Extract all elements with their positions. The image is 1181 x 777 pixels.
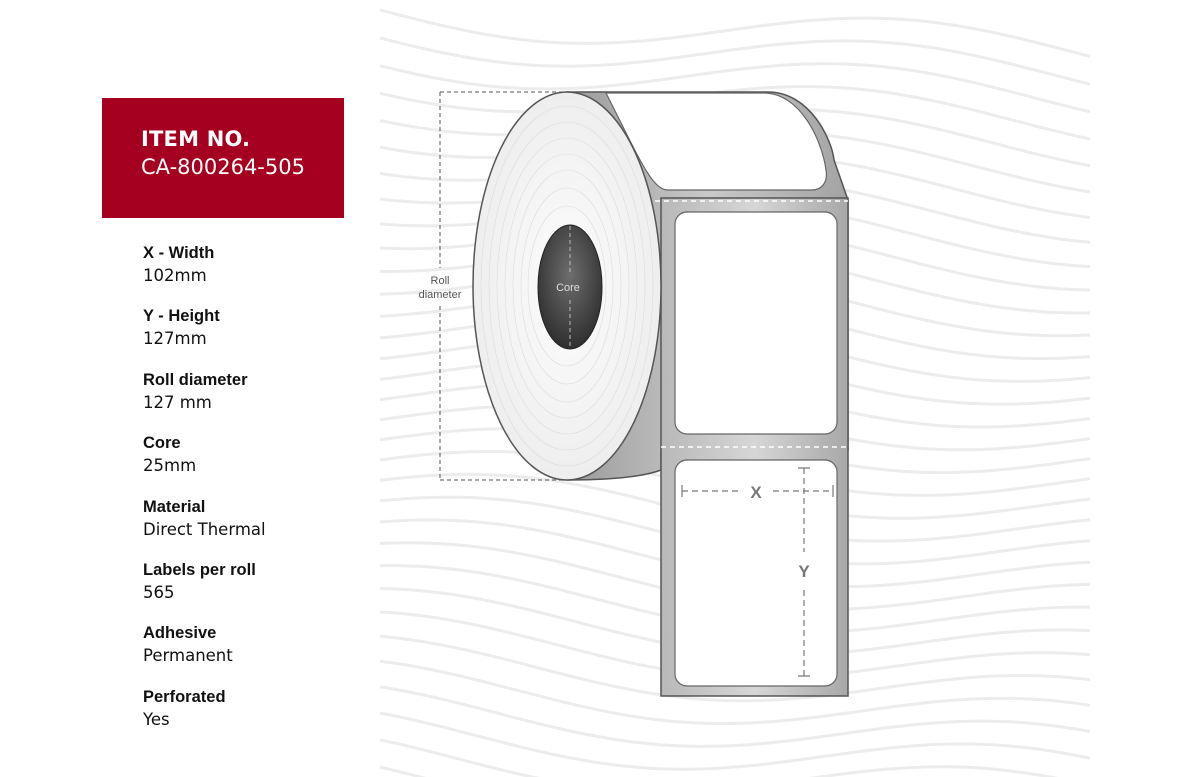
middle-label bbox=[675, 212, 837, 434]
core-label: Core bbox=[556, 282, 580, 294]
spec-value: 565 bbox=[143, 582, 175, 602]
spec-value: Yes bbox=[143, 709, 170, 729]
spec-label: X - Width bbox=[143, 244, 215, 262]
spec-label: Adhesive bbox=[143, 624, 217, 643]
spec-label: Material bbox=[143, 497, 206, 516]
spec-label: Core bbox=[143, 434, 181, 453]
y-label: Y bbox=[798, 562, 810, 581]
item-number: CA-800264-505 bbox=[141, 155, 305, 179]
spec-label: Roll diameter bbox=[143, 370, 248, 389]
spec-value: Direct Thermal bbox=[143, 519, 266, 539]
spec-label: Y - Height bbox=[143, 307, 220, 326]
spec-value: 127 mm bbox=[143, 392, 212, 412]
spec-value: 127mm bbox=[143, 329, 207, 349]
spec-label: Labels per roll bbox=[143, 560, 256, 579]
spec-value: 25mm bbox=[143, 456, 197, 476]
item-heading: ITEM NO. bbox=[141, 127, 251, 151]
spec-value: Permanent bbox=[143, 646, 233, 666]
x-label: X bbox=[750, 483, 762, 502]
spec-value: 102mm bbox=[143, 266, 207, 285]
roll-diameter-label: Roll bbox=[430, 275, 450, 287]
roll-diameter-label: diameter bbox=[418, 289, 462, 301]
spec-label: Perforated bbox=[143, 687, 226, 706]
